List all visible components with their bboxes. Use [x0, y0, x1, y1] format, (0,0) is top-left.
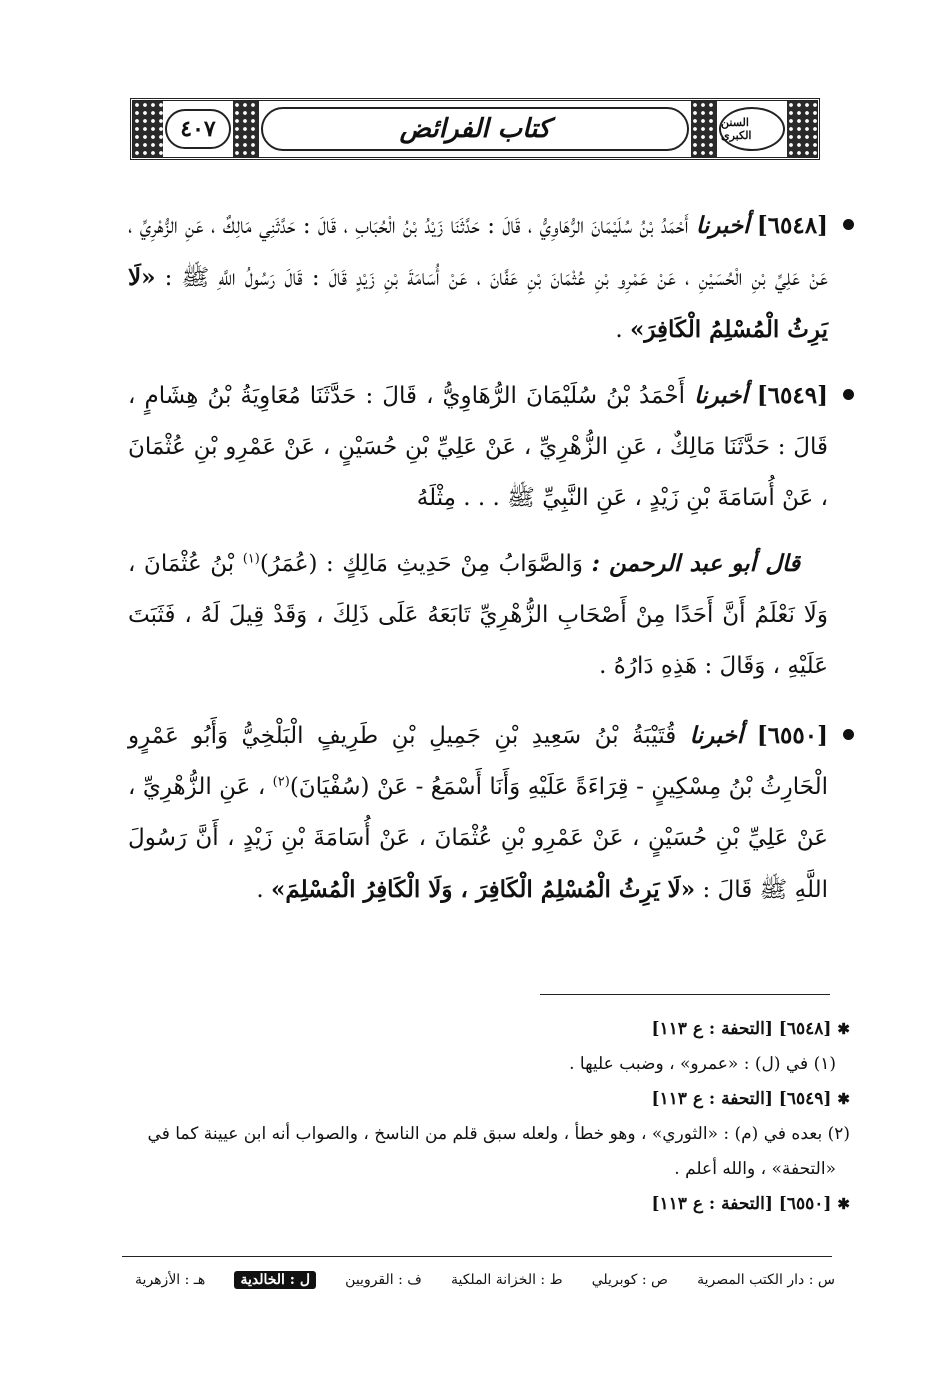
- hadith-text-cont: ، عَنِ الزُّهْرِيِّ ، عَنْ عَلِيِّ بْنِ حُسَيْنٍ ، عَنْ عَمْرِو بْنِ عُثْمَانَ ، عَنْ أُسَامَةَ بْنِ زَيْدٍ ، أَنَّ رَسُولَ اللَّهِ ﷺ قَالَ :: [128, 774, 828, 903]
- comment-text-2: بْنُ عُثْمَانَ ، وَلَا نَعْلَمُ أَنَّ أَحَدًا مِنْ أَصْحَابِ الزُّهْرِيِّ تَابَعَهُ عَلَى ذَلِكَ ، وَقَدْ قِيلَ لَهُ ، فَثَبَتَ عَلَيْهِ ، وَقَالَ : هَذِهِ دَارُهُ .: [128, 551, 828, 679]
- header-ornament-mid-left: [233, 101, 259, 157]
- main-text: [128, 200, 828, 930]
- siglum-sad: ص : كوبريلي: [591, 1272, 668, 1288]
- hadith-text: أَحْمَدُ بْنُ سُلَيْمَانَ الرُّهَاوِيُّ ، قَالَ : حَدَّثَنَا زَيْدُ بْنُ الْحُبَابِ ، قَالَ : حَدَّثَنِي مَالِكٌ ، عَنِ الزُّهْرِيِّ ، عَنْ عَلِيِّ بْنِ الْحُسَيْنِ ، عَنْ عَمْرِو بْنِ عُثْمَانَ بْنِ عَفَّانَ ، عَنْ أُسَامَةَ بْنِ زَيْدٍ قَالَ : قَالَ رَسُولُ اللَّهِ ﷺ :: [128, 213, 828, 291]
- hadith-text: قُتَيْبَةُ بْنُ سَعِيدِ بْنِ جَمِيلِ بْنِ طَرِيفٍ الْبَلْخِيُّ وَأَبُو عَمْرٍو الْحَارِثُ بْنُ مِسْكِينٍ - قِرَاءَةً عَلَيْهِ وَأَنَا أَسْمَعُ - عَنْ (سُفْيَانَ): [128, 723, 829, 800]
- siglum-ta: ط : الخزانة الملكية: [450, 1272, 563, 1288]
- hadith-end: .: [615, 317, 630, 343]
- page-number: ٤٠٧: [165, 109, 231, 149]
- author-comment: [128, 538, 828, 692]
- star-icon: ✱: [837, 1020, 850, 1038]
- bullet-icon: [843, 389, 854, 400]
- header-ornament-right: [787, 101, 817, 157]
- siglum-fa: ف : القرويين: [345, 1272, 422, 1288]
- header-ornament-mid-right: [691, 101, 717, 157]
- footnote-marker-1[interactable]: (١): [242, 551, 260, 567]
- bullet-icon: [843, 729, 854, 740]
- hadith-text: أَحْمَدُ بْنُ سُلَيْمَانَ الرُّهَاوِيُّ ، قَالَ : حَدَّثَنَا مُعَاوِيَةُ بْنُ هِشَامٍ ، قَالَ : حَدَّثَنَا مَالِكٌ ، عَنِ الزُّهْرِيِّ ، عَنْ عَلِيِّ بْنِ حُسَيْنٍ ، عَنْ عَمْرِو بْنِ عُثْمَانَ ، عَنْ أُسَامَةَ بْنِ زَيْدٍ ، عَنِ النَّبِيِّ ﷺ . . . مِثْلَهُ: [128, 383, 828, 511]
- footnote-2: (٢) بعده في (م) : «الثوري» ، وهو خطأ ، ولعله سبق قلم من الناسخ ، والصواب أنه ابن عيينة كما في: [147, 1124, 850, 1144]
- sigla-separator: [122, 1256, 832, 1257]
- footnote-ref-6549: [118, 1082, 850, 1117]
- akhbarana-word: أخبرنا: [689, 722, 744, 749]
- comment-text-1: وَالصَّوَابُ مِنْ حَدِيثِ مَالِكٍ : (عُمَرُ): [259, 551, 583, 577]
- footnote-marker-2[interactable]: (٢): [272, 774, 290, 790]
- hadith-number: [٦٥٤٩]: [756, 382, 829, 409]
- hadith-6548: [128, 200, 828, 356]
- hadith-end: .: [256, 877, 271, 903]
- star-icon: ✱: [837, 1195, 850, 1213]
- hadith-6550: [128, 710, 828, 916]
- header-ornament-left: [133, 101, 163, 157]
- hadith-6549: [128, 370, 828, 524]
- star-icon: ✱: [837, 1090, 850, 1108]
- manuscript-sigla: [135, 1268, 835, 1292]
- siglum-s: س : دار الكتب المصرية: [697, 1272, 835, 1288]
- page-header: [130, 98, 820, 160]
- siglum-ha: هـ : الأزهرية: [135, 1272, 206, 1288]
- akhbarana-word: أخبرنا: [694, 382, 748, 409]
- prophetic-quote: «لَا يَرِثُ الْمُسْلِمُ الْكَافِرَ ، وَلَا الْكَافِرُ الْمُسْلِمَ»: [270, 876, 696, 903]
- hadith-number: [٦٥٥٠]: [756, 722, 829, 749]
- footnote-ref-text: [٦٥٤٩] [التحفة : ع ١١٣]: [651, 1089, 832, 1109]
- chapter-title: كتاب الفرائض: [261, 107, 689, 151]
- footnote-1: (١) في (ل) : «عمرو» ، وضبب عليها .: [569, 1054, 836, 1074]
- hadith-number: [٦٥٤٨]: [756, 212, 829, 239]
- footnote-ref-6550: [118, 1187, 850, 1222]
- footnote-separator: [540, 994, 830, 995]
- book-seal: السنن الكبرى: [719, 107, 785, 151]
- footnote-ref-6548: [118, 1012, 850, 1047]
- footnote-ref-text: [٦٥٥٠] [التحفة : ع ١١٣]: [651, 1194, 832, 1214]
- comment-lead: قال أبو عبد الرحمن :: [591, 550, 800, 577]
- akhbarana-word: أخبرنا: [695, 212, 750, 239]
- footnote-ref-text: [٦٥٤٨] [التحفة : ع ١١٣]: [651, 1019, 832, 1039]
- footnotes: [118, 1012, 850, 1222]
- bullet-icon: [843, 219, 854, 230]
- prophetic-quote: «لَا يَرِثُ الْمُسْلِمُ الْكَافِرَ»: [128, 264, 828, 343]
- siglum-lam-highlighted: ل : الخالدية: [234, 1271, 316, 1289]
- footnote-2-cont: «التحفة» ، والله أعلم .: [674, 1159, 836, 1179]
